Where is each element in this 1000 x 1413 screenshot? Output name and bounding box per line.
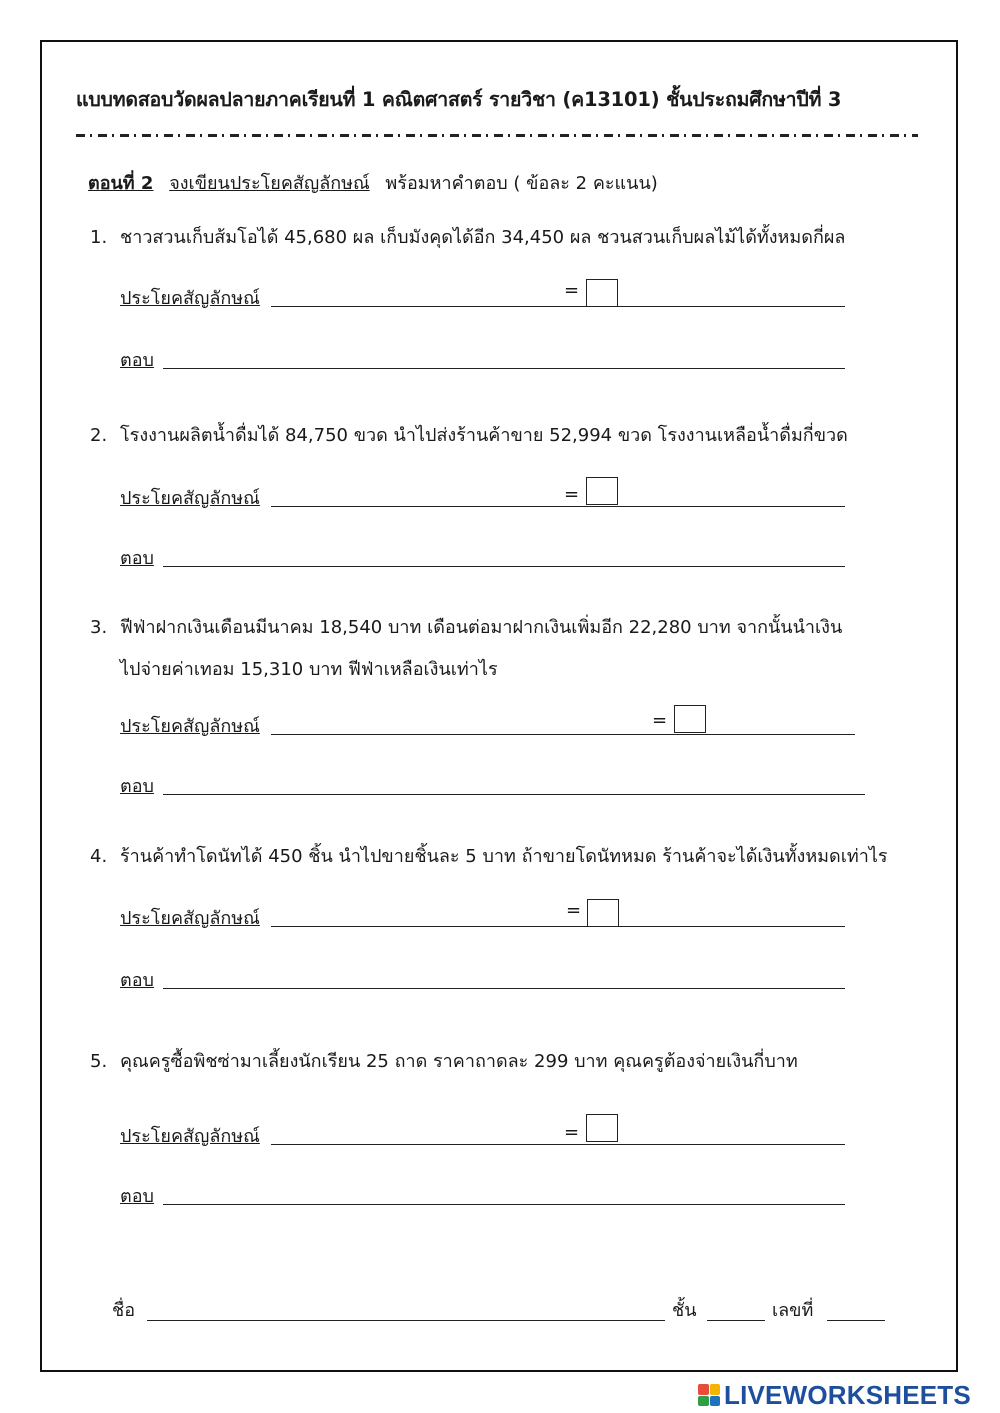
name-input-line[interactable] — [147, 1320, 665, 1321]
question-text: คุณครูซื้อพิชซ่ามาเลี้ยงนักเรียน 25 ถาด ราคาถาดละ 299 บาท คุณครูต้องจ่ายเงินกี่บาท — [120, 1051, 798, 1072]
sentence-label: ประโยคสัญลักษณ์ — [120, 908, 260, 929]
answer-label: ตอบ — [120, 548, 154, 569]
liveworksheets-logo-text: LIVEWORKSHEETS — [724, 1379, 971, 1410]
class-input-line[interactable] — [707, 1320, 765, 1321]
answer-box[interactable] — [586, 1114, 618, 1142]
answer-box[interactable] — [674, 705, 706, 733]
answer-box[interactable] — [586, 477, 618, 505]
answer-box[interactable] — [586, 279, 618, 307]
question-1 — [90, 221, 845, 255]
answer-input-line[interactable] — [163, 566, 845, 567]
equals-sign: = — [564, 280, 580, 301]
answer-label: ตอบ — [120, 1186, 154, 1207]
answer-input-line[interactable] — [163, 368, 845, 369]
liveworksheets-logo-icon — [698, 1384, 720, 1406]
answer-box[interactable] — [587, 899, 619, 927]
sentence-input-line[interactable] — [271, 306, 845, 307]
answer-label: ตอบ — [120, 776, 154, 797]
student-number-label: เลขที่ — [772, 1300, 814, 1321]
sentence-label: ประโยคสัญลักษณ์ — [120, 288, 260, 309]
question-4 — [90, 840, 888, 874]
answer-input-line[interactable] — [163, 1204, 845, 1205]
question-2 — [90, 419, 848, 453]
question-3 — [90, 611, 842, 645]
logo-square — [698, 1384, 709, 1395]
page-title: แบบทดสอบวัดผลปลายภาคเรียนที่ 1 คณิตศาสตร์ รายวิชา (ค13101) ชั้นประถมศึกษาปีที่ 3 — [76, 88, 842, 111]
question-number: 1. — [90, 227, 108, 248]
answer-input-line[interactable] — [163, 794, 865, 795]
equals-sign: = — [566, 900, 582, 921]
sentence-input-line[interactable] — [271, 734, 855, 735]
question-text: ร้านค้าทำโดนัทได้ 450 ชิ้น นำไปขายชิ้นละ 5 บาท ถ้าขายโดนัทหมด ร้านค้าจะได้เงินทั้งหมดเท่าไร — [120, 846, 888, 867]
answer-label: ตอบ — [120, 970, 154, 991]
logo-square — [710, 1384, 721, 1395]
question-number: 4. — [90, 846, 108, 867]
equals-sign: = — [564, 484, 580, 505]
sentence-label: ประโยคสัญลักษณ์ — [120, 488, 260, 509]
section-note: พร้อมหาคำตอบ ( ข้อละ 2 คะแนน) — [385, 173, 658, 194]
question-text: ฟีฟ่าฝากเงินเดือนมีนาคม 18,540 บาท เดือนต่อมาฝากเงินเพิ่มอีก 22,280 บาท จากนั้นนำเงิน — [120, 617, 843, 638]
sentence-label: ประโยคสัญลักษณ์ — [120, 716, 260, 737]
question-text: ชาวสวนเก็บส้มโอได้ 45,680 ผล เก็บมังคุดได้อีก 34,450 ผล ชวนสวนเก็บผลไม้ได้ทั้งหมดกี่ผล — [120, 227, 846, 248]
section-heading — [88, 168, 658, 197]
class-label: ชั้น — [672, 1300, 697, 1321]
question-3-continuation: ไปจ่ายค่าเทอม 15,310 บาท ฟีฟ่าเหลือเงินเท่าไร — [120, 659, 498, 680]
name-label: ชื่อ — [112, 1300, 136, 1321]
sentence-input-line[interactable] — [271, 506, 845, 507]
equals-sign: = — [652, 710, 668, 731]
logo-square — [698, 1396, 709, 1407]
question-number: 2. — [90, 425, 108, 446]
question-5 — [90, 1045, 798, 1079]
logo-square — [710, 1396, 721, 1407]
student-number-input-line[interactable] — [827, 1320, 885, 1321]
liveworksheets-logo — [698, 1381, 971, 1409]
question-number: 5. — [90, 1051, 108, 1072]
sentence-label: ประโยคสัญลักษณ์ — [120, 1126, 260, 1147]
sentence-input-line[interactable] — [271, 1144, 845, 1145]
section-number: ตอนที่ 2 — [88, 173, 154, 194]
dashed-divider — [76, 134, 918, 137]
answer-label: ตอบ — [120, 350, 154, 371]
sentence-input-line[interactable] — [271, 926, 845, 927]
equals-sign: = — [564, 1122, 580, 1143]
question-number: 3. — [90, 617, 108, 638]
section-instruction: จงเขียนประโยคสัญลักษณ์ — [169, 173, 370, 194]
question-text: โรงงานผลิตน้ำดื่มได้ 84,750 ขวด นำไปส่งร้านค้าขาย 52,994 ขวด โรงงานเหลือน้ำดื่มกี่ขวด — [120, 425, 848, 446]
answer-input-line[interactable] — [163, 988, 845, 989]
